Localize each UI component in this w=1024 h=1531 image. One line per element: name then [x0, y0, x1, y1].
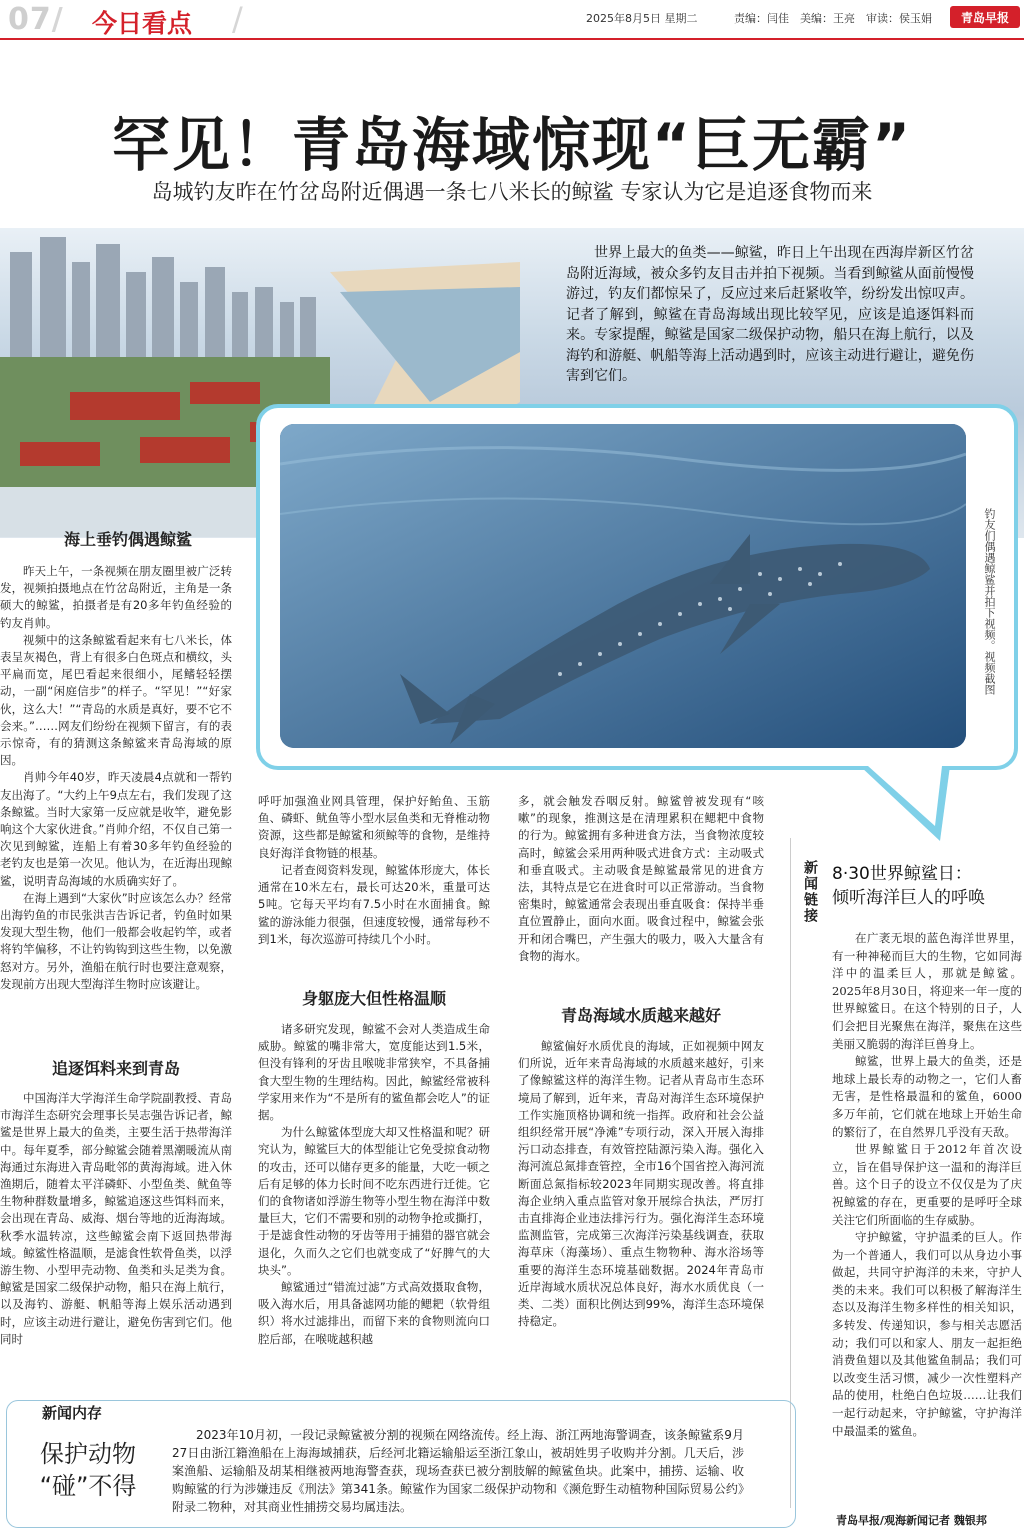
col2-paragraph	[258, 862, 490, 948]
section4-title: 青岛海域水质越来越好	[560, 1006, 721, 1025]
col3-continued	[518, 793, 764, 965]
paragraph: 中国海洋大学海洋生命学院副教授、青岛市海洋生态研究会理事长吴志强告诉记者，鲸鲨是世界上最大的鱼类，主要生活于热带海洋中。每年夏季，部分鲸鲨会随着黑潮暖流从南海通过东海进入青岛毗邻的黄海海域。进入休渔期后，随着太平洋磷虾、小型鱼类、鱿鱼等生物种群数量增多，鲸鲨追逐这些饵料而来，会出现在青岛、威海、烟台等地的近海海域。秋季水温转凉，这些鲸鲨会南下返回热带海域。鲸鲨性格温顺，是滤食性软骨鱼类，以浮游生物、小型甲壳动物、鱼类和头足类为食。鲸鲨是国家二级保护动物，船只在海上航行，以及海钓、游艇、帆船等海上娱乐活动遇到时，应该主动进行避让，避免伤害到它们。他同时	[0, 1091, 232, 1346]
whale-shark-photo	[280, 424, 966, 748]
box-title	[28, 1438, 148, 1502]
paragraph: 记者查阅资料发现，鲸鲨体形庞大，体长通常在10米左右，最长可达20米，重量可达5吨。它每天平均有7.5小时在水面捕食。鲸鲨的游泳能力很强，但速度较慢，通常每秒不到1米，每次巡游可持续几个小时。	[258, 863, 490, 946]
sidebar-body	[832, 930, 1022, 1440]
lead-paragraph	[566, 243, 974, 387]
paragraph: 鲸鲨，世界上最大的鱼类，还是地球上最长寿的动物之一，它们人畜无害，是性格最温和的鲨鱼，6000多万年前，它们就在地球上开始生命的繁衍了，在自然界几乎没有天敌。	[832, 1054, 1022, 1139]
sidebar-label: 新闻链接	[802, 860, 818, 924]
paragraph: 昨天上午，一条视频在朋友圈里被广泛转发，视频拍摄地点在竹岔岛附近，主角是一条硕大的鲸鲨，拍摄者是有20多年钓鱼经验的钓友肖帅。	[0, 564, 232, 630]
section-name: 今日看点	[92, 9, 193, 38]
section1-title: 海上垂钓偶遇鲸鲨	[63, 530, 192, 549]
paragraph: 诸多研究发现，鲸鲨不会对人类造成生命威胁。鲸鲨的嘴非常大，宽度能达到1.5米，但没有锋利的牙齿且喉咙非常狭窄，不具备捕食大型生物的生理结构。因此，鲸鲨经常被科学家用来作为“不是所有的鲨鱼都会吃人”的证据。	[258, 1022, 490, 1123]
paragraph: 鲸鲨偏好水质优良的海域，正如视频中网友们所说，近年来青岛海域的水质越来越好，引来了像鲸鲨这样的海洋生物。记者从青岛市生态环境局了解到，近年来，青岛对海洋生态环境保护工作实施顶格协调和统一指挥。政府和社会公益组织经常开展“净滩”专项行动，深入开展入海排污口动态排查，有效管控陆源污染入海。强化入海河流总氮排查管控，全市16个国省控入海河流断面总氮指标较2023年同期实现改善。将直排海企业纳入重点监管对象开展综合执法，严厉打击直排海企业违法排污行为。强化海洋生态环境监测监管，完成第三次海洋污染基线调查，获取海草床（海藻场）、重点生物物种、海水浴场等重要的海洋生态环境基础数据。2024年青岛市近岸海域水质状况总体良好，海水水质优良（一类、二类）面积比例达到99%，海洋生态环境保持稳定。	[518, 1039, 764, 1329]
speech-bubble-tail	[850, 766, 970, 846]
page-number: 07/	[8, 2, 64, 37]
headline: 罕见！青岛海域惊现“巨无霸”	[111, 111, 913, 179]
paragraph: 视频中的这条鲸鲨看起来有七八米长，体表呈灰褐色，背上有很多白色斑点和横纹，头平扁而宽，尾巴看起来很细小，尾鳍轻轻摆动，一副“闲庭信步”的样子。“罕见！”“好家伙，这么大！”“青岛的水质是真好，要不它不会来。”……网友们纷纷在视频下留言，有的表示惊奇，有的猜测这条鲸鲨来青岛海域的原因。	[0, 632, 232, 768]
editor-credit: 责编：闫佳	[734, 12, 789, 25]
paragraph: 肖帅今年40岁，昨天凌晨4点就和一帮钓友出海了。“大约上午9点左右，我们发现了这条鲸鲨。当时大家第一反应就是收竿，避免影响这个大家伙进食。”肖帅介绍，不仅自己第一次见到鲸鲨，连船上有着30多年钓鱼经验的老钓友也是第一次见。他认为，在近海出现鲸鲨，说明青岛海域的水质确实好了。	[0, 770, 232, 888]
sidebar-title-line2: 倾听海洋巨人的呼唤	[832, 888, 985, 908]
proofreader-credit: 审读：侯玉娟	[866, 12, 932, 25]
section3-body	[258, 1021, 490, 1348]
header-divider: /	[232, 0, 243, 38]
subheadline: 岛城钓友昨在竹岔岛附近偶遇一条七八米长的鲸鲨 专家认为它是追逐食物而来	[151, 180, 873, 204]
box-title-line2: “碰”不得	[39, 1472, 137, 1500]
photo-caption: 钓友们偶遇鲸鲨并拍下视频。视频截图	[983, 508, 996, 695]
section3-title: 身躯庞大但性格温顺	[301, 989, 446, 1008]
section1-body	[0, 563, 232, 993]
box-text: 2023年10月初，一段记录鲸鲨被分割的视频在网络流传。经上海、浙江两地海警调查，该条鲸鲨系9月27日由浙江籍渔船在上海海域捕获，后经河北籍运输船运至浙江象山，被胡姓男子收购并分割。几天后，涉案渔船、运输船及胡某相继被两地海警查获，现场查获已被分割肢解的鲸鲨鱼块。此案中，捕捞、运输、收购鲸鲨的行为涉嫌违反《刑法》第341条。鲸鲨作为国家二级保护动物和《濒危野生动植物种国际贸易公约》附录二物种，对其商业性捕捞交易均属违法。	[172, 1428, 744, 1514]
sidebar-title-line1: 8·30世界鲸鲨日：	[832, 864, 972, 884]
newspaper-logo: 青岛早报	[950, 6, 1020, 28]
col2-continued	[258, 793, 490, 862]
sidebar-title	[832, 862, 1022, 910]
paragraph: 呼吁加强渔业网具管理，保护好鲐鱼、玉筋鱼、磷虾、鱿鱼等小型水层鱼类和无脊椎动物资源，这些都是鲸鲨和须鲸等的食物，是维持良好海洋食物链的根基。	[258, 794, 490, 860]
lead-text: 世界上最大的鱼类——鲸鲨，昨日上午出现在西海岸新区竹岔岛附近海域，被众多钓友目击并拍下视频。当看到鲸鲨从面前慢慢游过，钓友们都惊呆了，反应过来后赶紧收竿，纷纷发出惊叹声。记者了解到，鲸鲨在青岛海域出现比较罕见，应该是追逐饵料而来。专家提醒，鲸鲨是国家二级保护动物，船只在海上航行，以及海钓和游艇、帆船等海上活动遇到时，应该主动进行避让，避免伤害到它们。	[566, 245, 974, 384]
paragraph: 鲸鲨通过“错流过滤”方式高效摄取食物，吸入海水后，用具备滤网功能的鳃耙（软骨组织）将水过滤排出，而留下来的食物则流向口腔后部，在喉咙越积越	[258, 1280, 490, 1346]
header-rule	[0, 38, 1024, 40]
paragraph: 守护鲸鲨，守护温柔的巨人。作为一个普通人，我们可以从身边小事做起，共同守护海洋的未来，守护人类的未来。我们可以积极了解海洋生态以及海洋生物多样性的相关知识，多转发、传递知识，参与相关志愿活动；我们可以和家人、朋友一起拒绝消费鱼翅以及其他鲨鱼制品；我们可以改变生活习惯，减少一次性塑料产品的使用，杜绝白色垃圾……让我们一起行动起来，守护鲸鲨，守护海洋中最温柔的鲨鱼。	[832, 1230, 1022, 1438]
paragraph: 在广袤无垠的蓝色海洋世界里，有一种神秘而巨大的生物，它如同海洋中的温柔巨人，那就是鲸鲨。2025年8月30日，将迎来一年一度的世界鲸鲨日。在这个特别的日子，人们会把目光聚焦在海洋，聚焦在这些美丽又脆弱的海洋巨兽身上。	[832, 931, 1022, 1051]
byline: 青岛早报/观海新闻记者 魏银邦	[836, 1514, 987, 1527]
section2-title: 追逐饵料来到青岛	[51, 1059, 180, 1078]
issue-date: 2025年8月5日 星期二	[586, 12, 698, 25]
box-label: 新闻内存	[36, 1402, 108, 1423]
paragraph: 在海上遇到“大家伙”时应该怎么办？经常出海钓鱼的市民张洪吉告诉记者，钓鱼时如果发现大型生物，他们一般都会收起钓竿，或者将钓竿偏移，不让钓钩钩到这些生物，以免激怒对方。另外，渔船在航行时也要注意观察，发现前方出现大型海洋生物时应该避让。	[0, 890, 232, 991]
paragraph: 为什么鲸鲨体型庞大却又性格温和呢？研究认为，鲸鲨巨大的体型能让它免受掠食动物的攻击，还可以储存更多的能量，大吃一顿之后有足够的体力长时间不吃东西进行迁徙。它们的食物诸如浮游生物等小型生物在海洋中数量巨大，它们不需要和别的动物争抢或撕打，于是滤食性动物的牙齿等用于捕猎的器官就会退化，久而久之它们也就变成了“好脾气的大块头”。	[258, 1125, 490, 1277]
section4-body	[518, 1038, 764, 1330]
art-editor-credit: 美编：王亮	[800, 12, 855, 25]
paragraph: 多，就会触发吞咽反射。鲸鲨曾被发现有“咳嗽”的现象，推测这是在清理累积在鳃耙中食物的行为。鲸鲨拥有多种进食方法，当食物浓度较高时，鲸鲨会采用两种吸式进食方式：主动吸式和垂直吸式。主动吸食是鲸鲨最常见的进食方法，其特点是它在进食时可以正常游动。当食物密集时，鲸鲨通常会表现出垂直吸食：保持半垂直位置静止，面向水面。吸食过程中，鲸鲨会张开和闭合嘴巴，产生强大的吸力，吸入大量含有食物的海水。	[518, 794, 764, 963]
section2-body	[0, 1090, 232, 1348]
paragraph: 世界鲸鲨日于2012年首次设立，旨在倡导保护这一温和的海洋巨兽。这个日子的设立不仅仅是为了庆祝鲸鲨的存在，更重要的是呼吁全球关注它们所面临的生存威胁。	[832, 1142, 1022, 1227]
box-title-line1: 保护动物	[40, 1440, 136, 1468]
